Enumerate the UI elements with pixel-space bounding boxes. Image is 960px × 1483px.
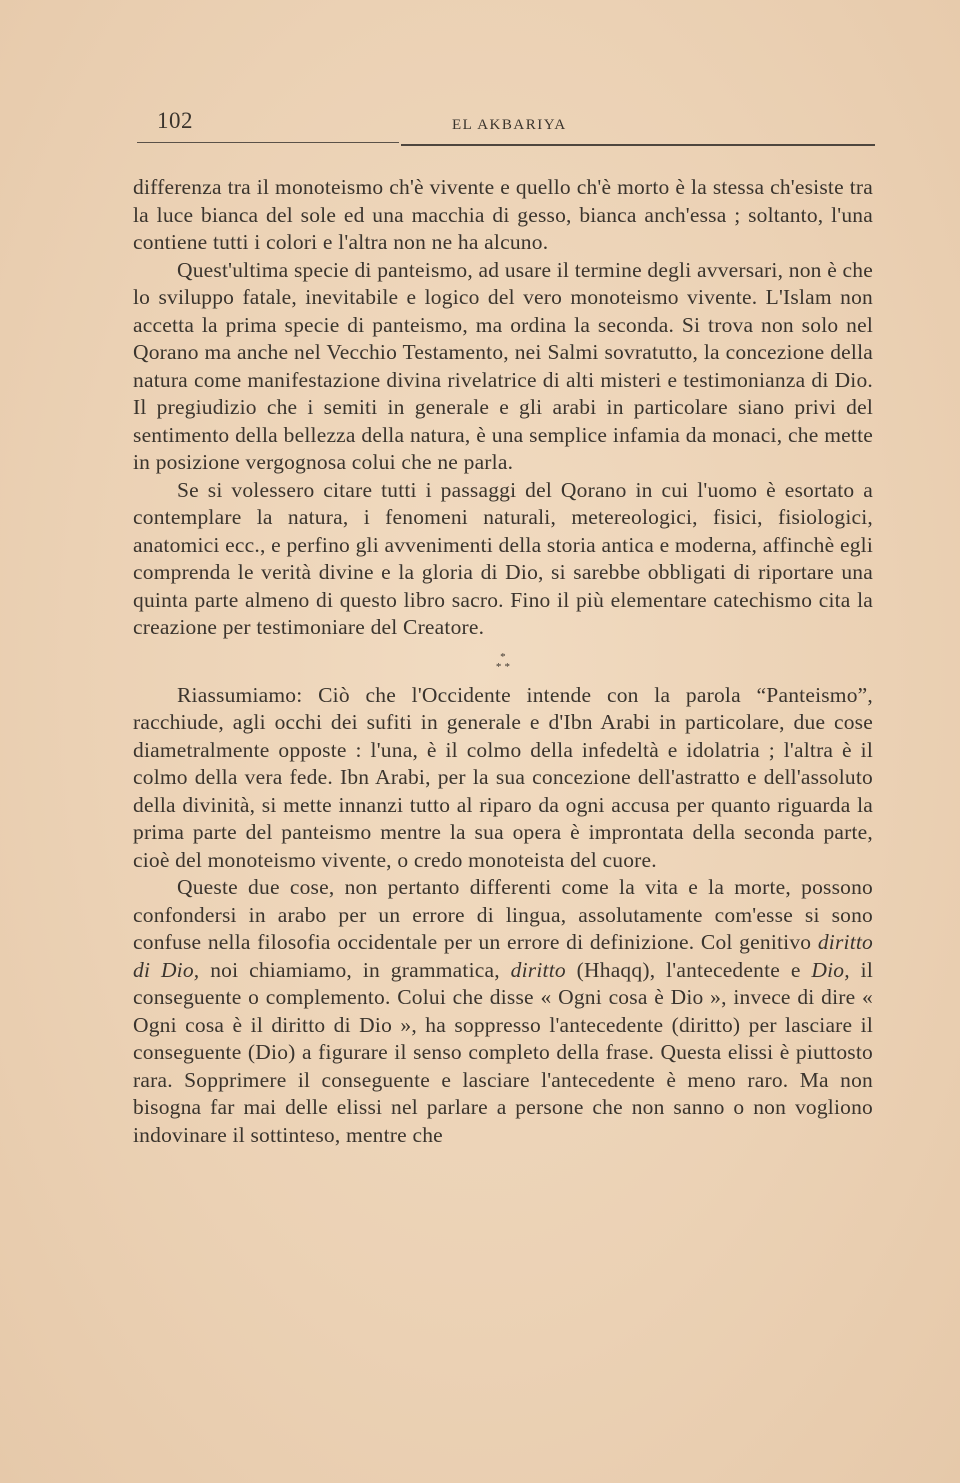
paragraph-5-text-4: il conseguente o complemento. Colui che disse « Ogni cosa è Dio », invece di dire « Ogni cosa è il diritto di Dio », ha soppresso l'antecedente (diritto) per lasciare il conseguente (Dio) a figurare il senso completo della frase. Questa elissi è piuttosto rara. Sopprimere il conseguente e lasciare l'antecedente è meno raro. Ma non bisogna far mai delle elissi nel parlare a persone che non sanno o non vogliono indovinare il sottinteso, mentre che <box>133 957 873 1147</box>
header-rule-right <box>401 144 875 146</box>
italic-dio: Dio, <box>811 957 850 982</box>
paragraph-1: differenza tra il monoteismo ch'è vivente e quello ch'è morto è la stessa ch'esiste tra la luce bianca del sole ed una macchia di gesso, bianca anch'essa ; soltanto, l'una contiene tutti i colori e l'altra non ne ha alcuno. <box>133 175 873 254</box>
paragraph-4: Riassumiamo: Ciò che l'Occidente intende con la parola “Panteismo”, racchiude, agli occhi dei sufiti in generale e d'Ibn Arabi in particolare, due cose diametralmente opposte : l'una, è il colmo della infedeltà e idolatria ; l'altra è il colmo della vera fede. Ibn Arabi, per la sua concezione dell'astratto e dell'assoluto della divinità, si mette innanzi tutto al riparo da ogni accusa per quanto riguarda la prima parte del panteismo mentre la sua opera è improntata della seconda parte, cioè del monoteismo vivente, o credo monoteista del cuore. <box>133 682 873 872</box>
paragraph-5 <box>133 874 873 1149</box>
body-text <box>133 174 873 1149</box>
asterism-bottom: * * <box>495 660 511 673</box>
page-header <box>137 108 875 148</box>
paragraph-5-text-3: (Hhaqq), l'antecedente e <box>565 957 812 982</box>
paragraph-2: Quest'ultima specie di panteismo, ad usare il termine degli avversari, non è che lo sviluppo fatale, inevitabile e logico del vero monoteismo vivente. L'Islam non accetta la prima specie di panteismo, ma ordina la seconda. Si trova non solo nel Qorano ma anche nel Vecchio Testamento, nei Salmi sovratutto, la concezione della natura come manifestazione divina rivelatrice di alti misteri e testimonianza di Dio. Il pregiudizio che i semiti in generale e gli arabi in particolare siano privi del sentimento della bellezza della natura, è una semplice infamia da monaci, che mette in posizione vergognosa colui che ne parla. <box>133 257 873 474</box>
paragraph-3: Se si volessero citare tutti i passaggi del Qorano in cui l'uomo è esortato a contemplare la natura, i fenomeni naturali, metereologici, fisici, fisiologici, anatomici ecc., e perfino gli avvenimenti della storia antica e moderna, affinchè egli comprenda le verità divine e la gloria di Dio, si sarebbe obbligati di riportare una quinta parte almeno di questo libro sacro. Fino il più elementare catechismo cita la creazione per testimoniare del Creatore. <box>133 477 873 639</box>
section-ornament <box>133 652 873 672</box>
italic-diritto-di-dio: diritto di Dio, <box>133 930 873 982</box>
running-title: EL AKBARIYA <box>452 117 567 133</box>
header-rule-left <box>137 142 399 143</box>
page-number: 102 <box>157 108 193 133</box>
paragraph-5-text-2: noi chiamiamo, in grammatica, <box>199 957 511 982</box>
asterism-top: * <box>500 650 506 663</box>
italic-diritto: diritto <box>510 957 566 982</box>
paragraph-5-text-1: Queste due cose, non pertanto differenti come la vita e la morte, possono confondersi in arabo per un errore di lingua, assolutamente com'esse si sono confuse nella filosofia occidentale per un errore di definizione. Col genitivo <box>133 875 873 954</box>
